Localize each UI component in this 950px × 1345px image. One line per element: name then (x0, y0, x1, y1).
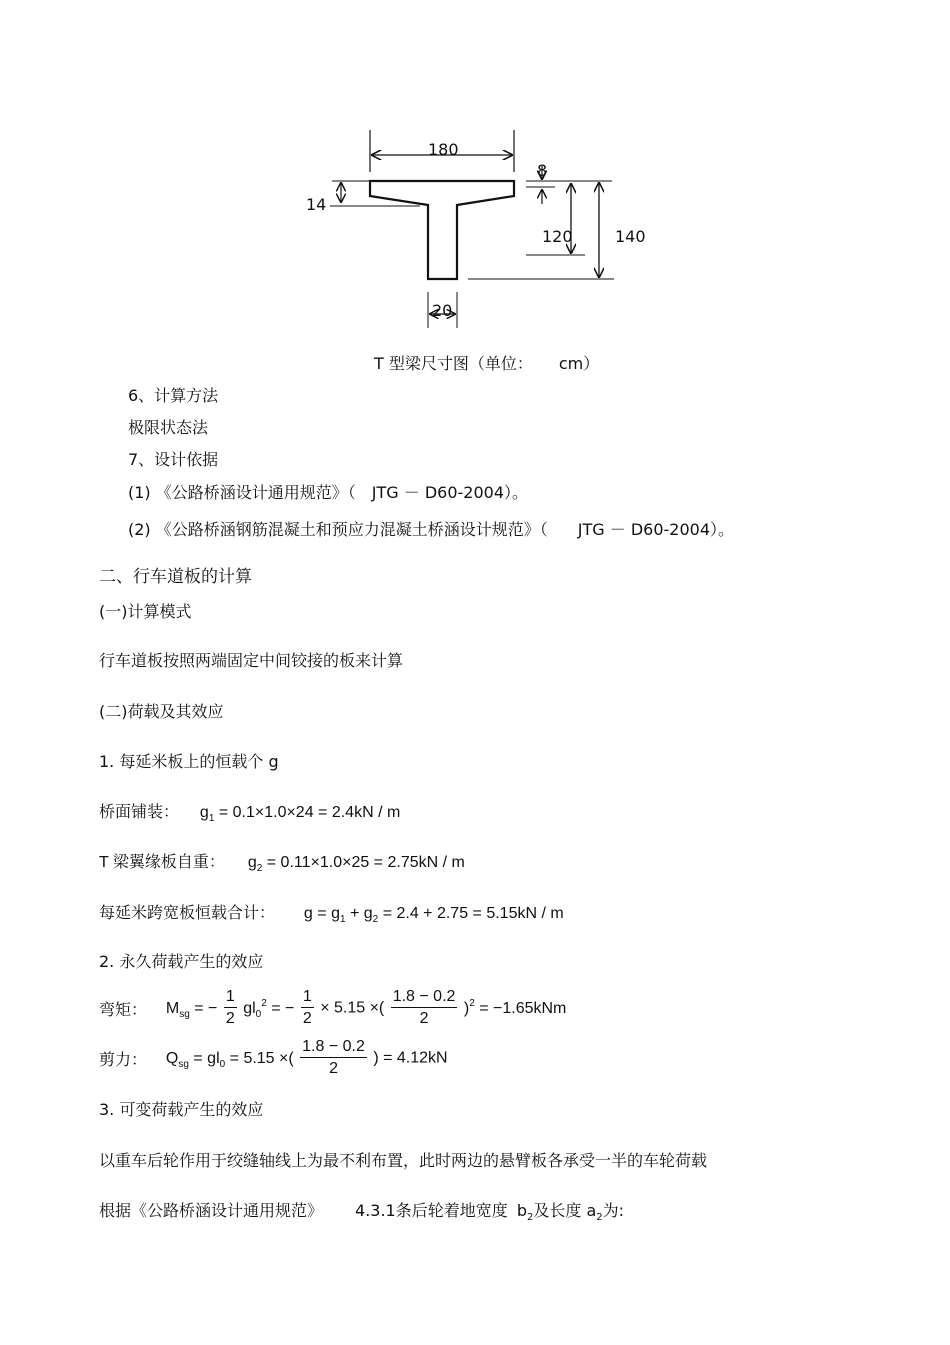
dim-label-20: 20 (432, 301, 453, 320)
reference-2-title: (2) 《公路桥涵钢筋混凝土和预应力混凝土桥涵设计规范》（ (128, 520, 548, 539)
flange-formula: = 0.11×1.0×25 = 2.75kN / m (266, 854, 465, 871)
section-6-body: 极限状态法 (128, 418, 209, 437)
dim-label-14: 14 (306, 195, 327, 214)
g-symbol: g (303, 905, 313, 922)
shear-label: 剪力： (99, 1052, 148, 1069)
paragraph-3: 根据《公路桥涵设计通用规范》 4.3.1条后轮着地宽度 $b_2$及长度 $a_2$为: (99, 1201, 625, 1223)
deck-pavement-line: 桥面铺装： $g_1 = 0.1\times 1.0\times 24 = 2.4kN / m$ (99, 804, 401, 824)
g-symbol: g (199, 804, 209, 821)
shear-result: = 4.12kN (383, 1049, 448, 1067)
figure-caption (374, 351, 599, 374)
fraction-half: $\frac{1}{2}$ (302, 988, 312, 1027)
total-label: 每延米跨宽板恒载合计： (99, 905, 276, 922)
reference-2 (128, 517, 734, 540)
item-3: 3. 可变荷载产生的效应 (99, 1100, 264, 1119)
section-6-title: 6、计算方法 (128, 386, 219, 405)
flange-weight-line: T 梁翼缘板自重： $g_2 = 0.11\times 1.0\times 25 = 2.75kN / m$ (99, 854, 465, 874)
dim-label-120: 120 (542, 227, 573, 246)
heading-2-2: (二)荷载及其效应 (99, 702, 224, 721)
dim-label-8: 8 (537, 161, 548, 180)
dim-label-140: 140 (615, 227, 646, 246)
item-2: 2. 永久荷载产生的效应 (99, 952, 264, 971)
flange-label: T 梁翼缘板自重： (99, 854, 225, 871)
item-1: 1. 每延米板上的恒载个 g (99, 752, 279, 771)
deck-label: 桥面铺装： (99, 804, 180, 821)
heading-2: 二、行车道板的计算 (99, 567, 252, 587)
fraction-half: $\frac{1}{2}$ (225, 988, 235, 1027)
dim-label-180: 180 (428, 140, 459, 159)
total-formula: = 2.4 + 2.75 = 5.15kN / m (382, 905, 564, 922)
caption-prefix: T 型梁尺寸图（单位： (374, 354, 533, 373)
moment-line: 弯矩： $M_{sg}$ = − $\frac{1}{2}$ $gl_0^2$ = − $\frac{1}{2}$ × 5.15 ×( $\frac{1.8 - 0.2}{2}$ )$^2$ = −1.65kNm (99, 987, 566, 1030)
fraction-span: $\frac{1.8 - 0.2}{2}$ (392, 988, 456, 1027)
caption-unit: cm） (558, 354, 600, 373)
shear-line: 剪力： $Q_{sg} = gl_0 = 5.15$ ×( $\frac{1.8 - 0.2}{2}$ ) = 4.12kN (99, 1037, 448, 1080)
reference-1-code: JTG － D60-2004）。 (371, 483, 529, 502)
paragraph-2: 以重车后轮作用于绞缝轴线上为最不利布置，此时两边的悬臂板各承受一半的车轮荷载 (99, 1151, 708, 1170)
t-beam-diagram (0, 0, 950, 345)
total-load-line: 每延米跨宽板恒载合计： $g = g_1 + g_2 = 2.4 + 2.75 = 5.15kN / m$ (99, 905, 564, 925)
g-symbol: g (247, 854, 257, 871)
paragraph-1: 行车道板按照两端固定中间铰接的板来计算 (99, 651, 404, 670)
reference-2-code: JTG － D60-2004）。 (577, 520, 735, 539)
reference-1 (128, 480, 528, 503)
heading-2-1: (一)计算模式 (99, 602, 192, 621)
fraction-span: $\frac{1.8 - 0.2}{2}$ (302, 1038, 365, 1077)
moment-result: = −1.65kNm (479, 999, 567, 1017)
t-beam-outline (370, 181, 514, 279)
section-7-title: 7、设计依据 (128, 450, 219, 469)
deck-formula: = 0.1×1.0×24 = 2.4kN / m (218, 804, 401, 821)
reference-1-title: (1) 《公路桥涵设计通用规范》（ (128, 483, 356, 502)
moment-label: 弯矩： (99, 1002, 148, 1019)
